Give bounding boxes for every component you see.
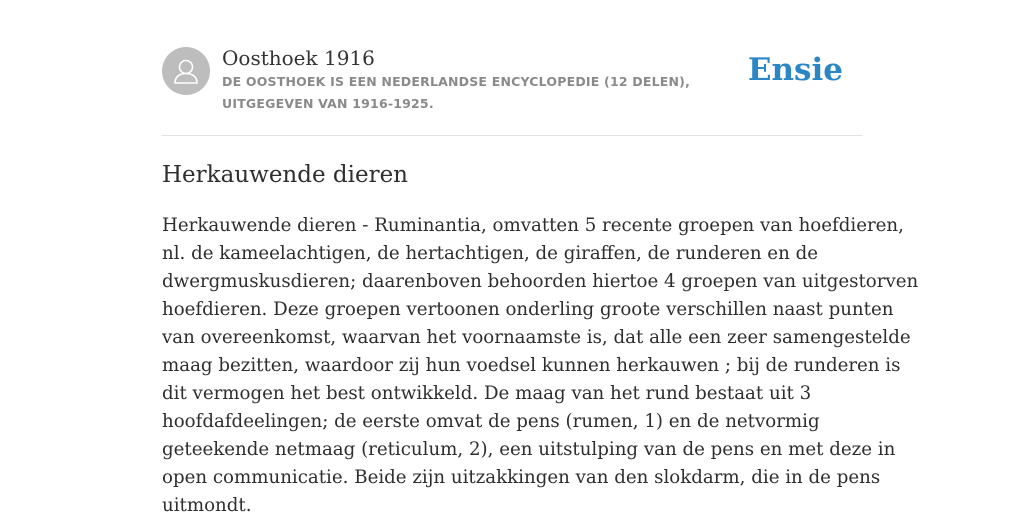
article-body-line: hoofdafdeelingen; de eerste omvat de pens (rumen, 1) en de netvormig: [162, 411, 820, 432]
source-description: DE OOSTHOEK IS EEN NEDERLANDSE ENCYCLOPEDIE (12 DELEN), UITGEGEVEN VAN 1916-1925.: [222, 74, 691, 111]
article-body-line: Herkauwende dieren - Ruminantia, omvatten 5 recente groepen van hoefdieren,: [162, 215, 904, 236]
article-body-line: dit vermogen het best ontwikkeld. De maag van het rund bestaat uit 3: [162, 383, 812, 404]
header-divider: [162, 135, 862, 136]
source-title[interactable]: Oosthoek 1916: [222, 46, 375, 70]
source-header: [162, 44, 862, 134]
article-body-line: van overeenkomst, waarvan het voornaamste is, dat alle een zeer samengestelde: [162, 327, 911, 348]
article-body-line: uitmondt.: [162, 495, 252, 512]
article-body-line: maag bezitten, waardoor zij hun voedsel kunnen herkauwen ; bij de runderen is: [162, 355, 901, 376]
article-body-line: hoefdieren. Deze groepen vertoonen onderling groote verschillen naast punten: [162, 299, 894, 320]
article-body-line: nl. de kameelachtigen, de hertachtigen, de giraffen, de runderen en de: [162, 243, 818, 264]
article-body-line: open communicatie. Beide zijn uitzakkingen van den slokdarm, die in de pens: [162, 467, 881, 488]
article-body-line: dwergmuskusdieren; daarenboven behoorden hiertoe 4 groepen van uitgestorven: [162, 271, 919, 292]
article-body-line: geteekende netmaag (reticulum, 2), een uitstulping van de pens en met deze in: [162, 439, 896, 460]
user-silhouette-icon: [162, 47, 210, 95]
article-title: Herkauwende dieren: [162, 162, 408, 188]
article-body: [162, 212, 919, 512]
avatar: [162, 47, 210, 95]
ensie-logo-link[interactable]: Ensie: [747, 52, 843, 88]
